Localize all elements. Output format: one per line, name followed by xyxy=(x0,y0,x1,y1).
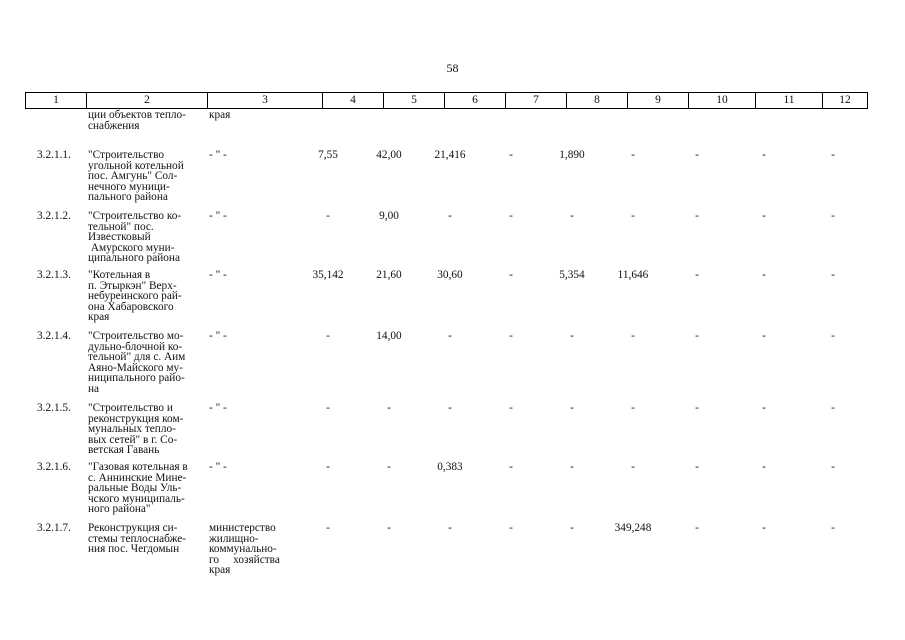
row-value-col-4: - xyxy=(326,461,330,473)
header-col-1: 1 xyxy=(26,93,87,108)
row-value-col-10: - xyxy=(695,522,699,534)
row-value-col-9: 349,248 xyxy=(614,522,652,534)
row-value-col-4: - xyxy=(326,522,330,534)
row-code: 3.2.1.7. xyxy=(37,522,71,534)
row-value-col-11: - xyxy=(762,149,766,161)
row-value-col-10: - xyxy=(695,149,699,161)
row-value-col-9: - xyxy=(631,149,635,161)
row-code: 3.2.1.6. xyxy=(37,461,71,473)
header-col-5: 5 xyxy=(384,93,445,108)
row-responsible: министерство жилищно- коммунально- го хозяйства края xyxy=(209,522,280,577)
row-code: 3.2.1.4. xyxy=(37,330,71,342)
row-value-col-7: - xyxy=(509,269,513,281)
row-value-col-6: 0,383 xyxy=(437,461,463,473)
header-col-2: 2 xyxy=(87,93,208,108)
row-name: "Котельная в п. Этыркэн" Верх- небуреинского рай- она Хабаровского края xyxy=(88,269,182,324)
row-value-col-5: - xyxy=(387,522,391,534)
row-value-col-12: - xyxy=(831,522,835,534)
header-col-6: 6 xyxy=(445,93,506,108)
row-value-col-11: - xyxy=(762,402,766,414)
row-value-col-4: - xyxy=(326,210,330,222)
row-value-col-6: - xyxy=(448,402,452,414)
header-col-10: 10 xyxy=(689,93,756,108)
continuation-responsible: края xyxy=(209,109,231,121)
row-value-col-8: - xyxy=(570,210,574,222)
row-value-col-12: - xyxy=(831,149,835,161)
row-value-col-9: 11,646 xyxy=(617,269,649,281)
row-value-col-6: - xyxy=(448,522,452,534)
row-code: 3.2.1.1. xyxy=(37,149,71,161)
row-value-col-6: - xyxy=(448,330,452,342)
row-value-col-5: 21,60 xyxy=(376,269,402,281)
row-value-col-11: - xyxy=(762,330,766,342)
row-value-col-5: 42,00 xyxy=(376,149,402,161)
row-value-col-11: - xyxy=(762,210,766,222)
header-col-11: 11 xyxy=(756,93,823,108)
row-value-col-5: - xyxy=(387,402,391,414)
row-value-col-6: 30,60 xyxy=(437,269,463,281)
row-value-col-9: - xyxy=(631,402,635,414)
page-number: 58 xyxy=(446,61,459,75)
row-responsible: - " - xyxy=(209,269,227,281)
row-name: "Строительство и реконструкция ком- мунальных тепло- вых сетей" в г. Со- ветская Гавань xyxy=(88,402,184,457)
row-value-col-4: - xyxy=(326,402,330,414)
row-value-col-10: - xyxy=(695,330,699,342)
row-value-col-12: - xyxy=(831,210,835,222)
row-code: 3.2.1.3. xyxy=(37,269,71,281)
row-value-col-7: - xyxy=(509,149,513,161)
row-name: "Газовая котельная в с. Аннинские Мине- ральные Воды Уль- чского муниципаль- ного района" xyxy=(88,461,188,516)
row-value-col-10: - xyxy=(695,210,699,222)
header-col-3: 3 xyxy=(208,93,323,108)
row-responsible: - " - xyxy=(209,461,227,473)
row-value-col-8: 1,890 xyxy=(559,149,585,161)
row-value-col-10: - xyxy=(695,402,699,414)
row-value-col-4: 35,142 xyxy=(312,269,344,281)
row-name: Реконструкция си- стемы теплоснабже- ния пос. Чегдомын xyxy=(88,522,187,556)
row-value-col-4: - xyxy=(326,330,330,342)
continuation-name: ции объектов тепло- снабжения xyxy=(88,109,186,132)
row-value-col-5: - xyxy=(387,461,391,473)
row-value-col-8: - xyxy=(570,461,574,473)
row-value-col-4: 7,55 xyxy=(318,149,338,161)
row-value-col-6: - xyxy=(448,210,452,222)
row-value-col-9: - xyxy=(631,461,635,473)
row-value-col-5: 14,00 xyxy=(376,330,402,342)
row-name: "Строительство угольной котельной пос. Амгунь" Сол- нечного муници- пального района xyxy=(88,149,184,204)
header-col-4: 4 xyxy=(323,93,384,108)
row-value-col-7: - xyxy=(509,522,513,534)
row-value-col-7: - xyxy=(509,461,513,473)
row-value-col-12: - xyxy=(831,269,835,281)
row-responsible: - " - xyxy=(209,149,227,161)
row-value-col-7: - xyxy=(509,402,513,414)
row-code: 3.2.1.2. xyxy=(37,210,71,222)
row-value-col-12: - xyxy=(831,461,835,473)
row-value-col-11: - xyxy=(762,269,766,281)
row-value-col-11: - xyxy=(762,522,766,534)
row-value-col-11: - xyxy=(762,461,766,473)
row-value-col-5: 9,00 xyxy=(379,210,399,222)
row-value-col-12: - xyxy=(831,402,835,414)
header-col-7: 7 xyxy=(506,93,567,108)
row-name: "Строительство мо- дульно-блочной ко- тельной" для с. Аим Аяно-Майского му- ниципального райо- на xyxy=(88,330,186,395)
row-responsible: - " - xyxy=(209,330,227,342)
row-value-col-9: - xyxy=(631,330,635,342)
header-col-8: 8 xyxy=(567,93,628,108)
header-col-9: 9 xyxy=(628,93,689,108)
row-value-col-9: - xyxy=(631,210,635,222)
row-responsible: - " - xyxy=(209,210,227,222)
row-name: "Строительство ко- тельной" пос. Известковый Амурского муни- ципального района xyxy=(88,210,182,265)
row-value-col-10: - xyxy=(695,461,699,473)
row-value-col-7: - xyxy=(509,210,513,222)
row-value-col-8: - xyxy=(570,402,574,414)
row-code: 3.2.1.5. xyxy=(37,402,71,414)
row-value-col-8: - xyxy=(570,522,574,534)
row-value-col-6: 21,416 xyxy=(434,149,466,161)
row-value-col-10: - xyxy=(695,269,699,281)
row-responsible: - " - xyxy=(209,402,227,414)
row-value-col-7: - xyxy=(509,330,513,342)
header-col-12: 12 xyxy=(839,94,851,106)
table-header xyxy=(25,92,868,109)
row-value-col-12: - xyxy=(831,330,835,342)
row-value-col-8: 5,354 xyxy=(559,269,585,281)
row-value-col-8: - xyxy=(570,330,574,342)
